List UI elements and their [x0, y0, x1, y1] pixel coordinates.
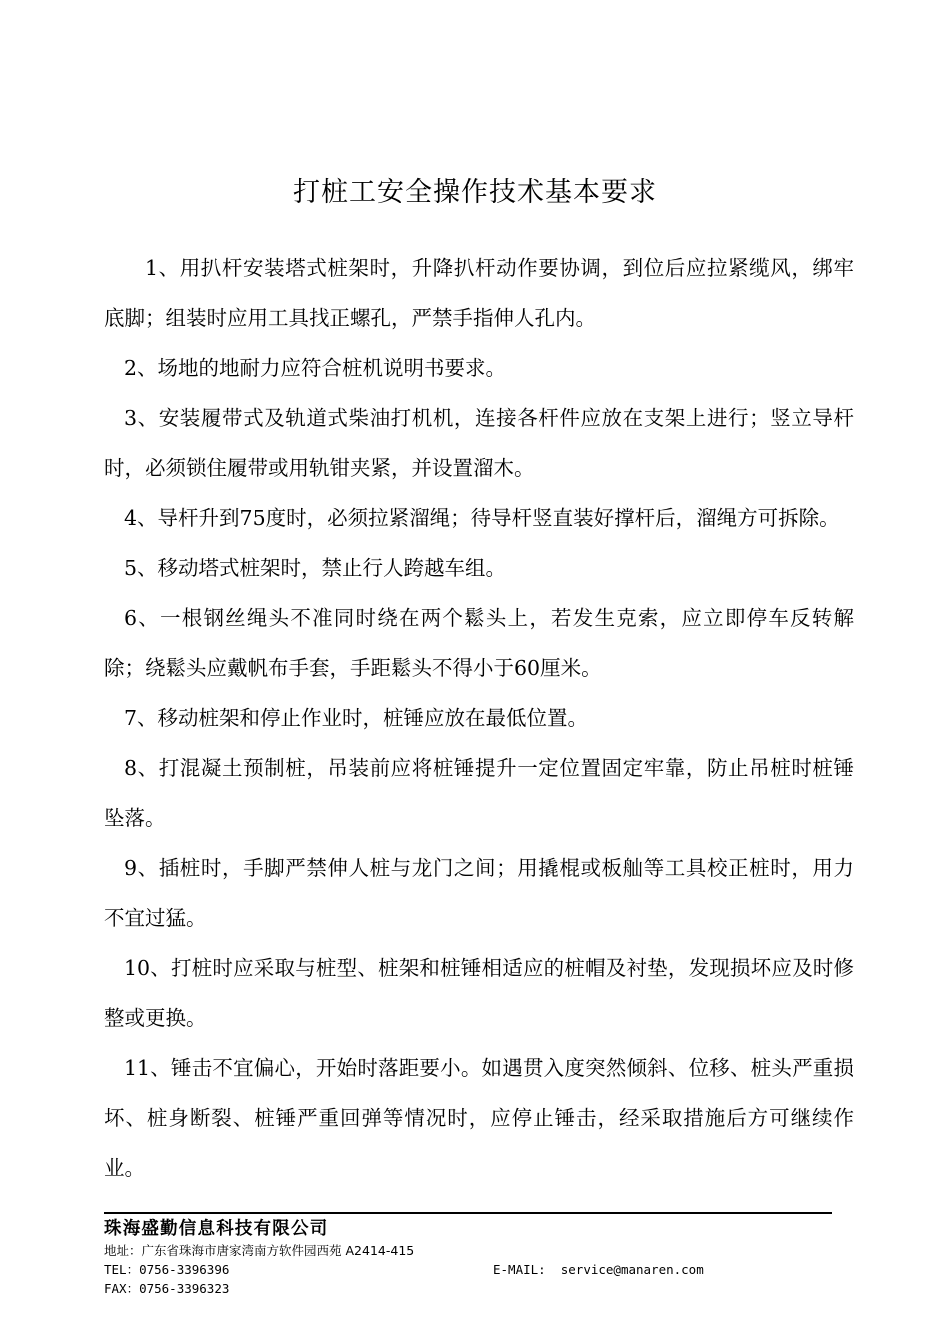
paragraph-8: 8、打混凝土预制桩，吊装前应将桩锤提升一定位置固定牢靠，防止吊桩时桩锤坠落。: [104, 756, 854, 830]
document-body: [104, 243, 854, 1193]
paragraph-11: 11、锤击不宜偏心，开始时落距要小。如遇贯入度突然倾斜、位移、桩头严重损坏、桩身断裂、桩锤严重回弹等情况时，应停止锤击，经采取措施后方可继续作业。: [104, 1056, 854, 1180]
paragraph-1: 1、用扒杆安装塔式桩架时，升降扒杆动作要协调，到位后应拉紧缆风，绑牢底脚；组装时应用工具找正螺孔，严禁手指伸人孔内。: [104, 256, 854, 330]
email-label: E-MAIL:: [493, 1262, 546, 1277]
paragraph-10: 10、打桩时应采取与桩型、桩架和桩锤相适应的桩帽及衬垫，发现损坏应及时修整或更换。: [104, 956, 854, 1030]
tel-label: TEL：: [104, 1262, 140, 1277]
paragraph-7: 7、移动桩架和停止作业时，桩锤应放在最低位置。: [124, 706, 589, 730]
address-label: 地址：: [104, 1243, 142, 1258]
email-block: [493, 1260, 704, 1279]
paragraph-6: 6、一根钢丝绳头不准同时绕在两个鬆头上，若发生克索，应立即停车反转解除；绕鬆头应戴帆布手套，手距鬆头不得小于60厘米。: [104, 606, 854, 680]
footer-fax-line: [104, 1279, 834, 1298]
paragraph-3: 3、安装履带式及轨道式柴油打机机，连接各杆件应放在支架上进行；竖立导杆时，必须锁住履带或用轨钳夹紧，并设置溜木。: [104, 406, 854, 480]
paragraph-2: 2、场地的地耐力应符合桩机说明书要求。: [124, 356, 507, 380]
fax-label: FAX：: [104, 1281, 140, 1296]
paragraph-4: 4、导杆升到75度时，必须拉紧溜绳；待导杆竖直装好撑杆后，溜绳方可拆除。: [124, 506, 840, 530]
tel-value: 0756-3396396: [139, 1262, 230, 1277]
address-value: 广东省珠海市唐家湾南方软件园西苑 A2414-415: [141, 1243, 415, 1258]
footer-divider: [104, 1212, 832, 1214]
email-value[interactable]: service@manaren.com: [560, 1262, 704, 1277]
paragraph-9: 9、插桩时，手脚严禁伸人桩与龙门之间；用撬棍或板舢等工具校正桩时，用力不宜过猛。: [104, 856, 854, 930]
page-footer: [104, 1212, 834, 1298]
company-name: 珠海盛勤信息科技有限公司: [104, 1219, 329, 1239]
fax-value: 0756-3396323: [139, 1281, 230, 1296]
footer-address-line: [104, 1241, 834, 1260]
paragraph-5: 5、移动塔式桩架时，禁止行人跨越车组。: [124, 556, 507, 580]
footer-tel-line: [104, 1260, 834, 1279]
page-title: 打桩工安全操作技术基本要求: [293, 177, 657, 208]
